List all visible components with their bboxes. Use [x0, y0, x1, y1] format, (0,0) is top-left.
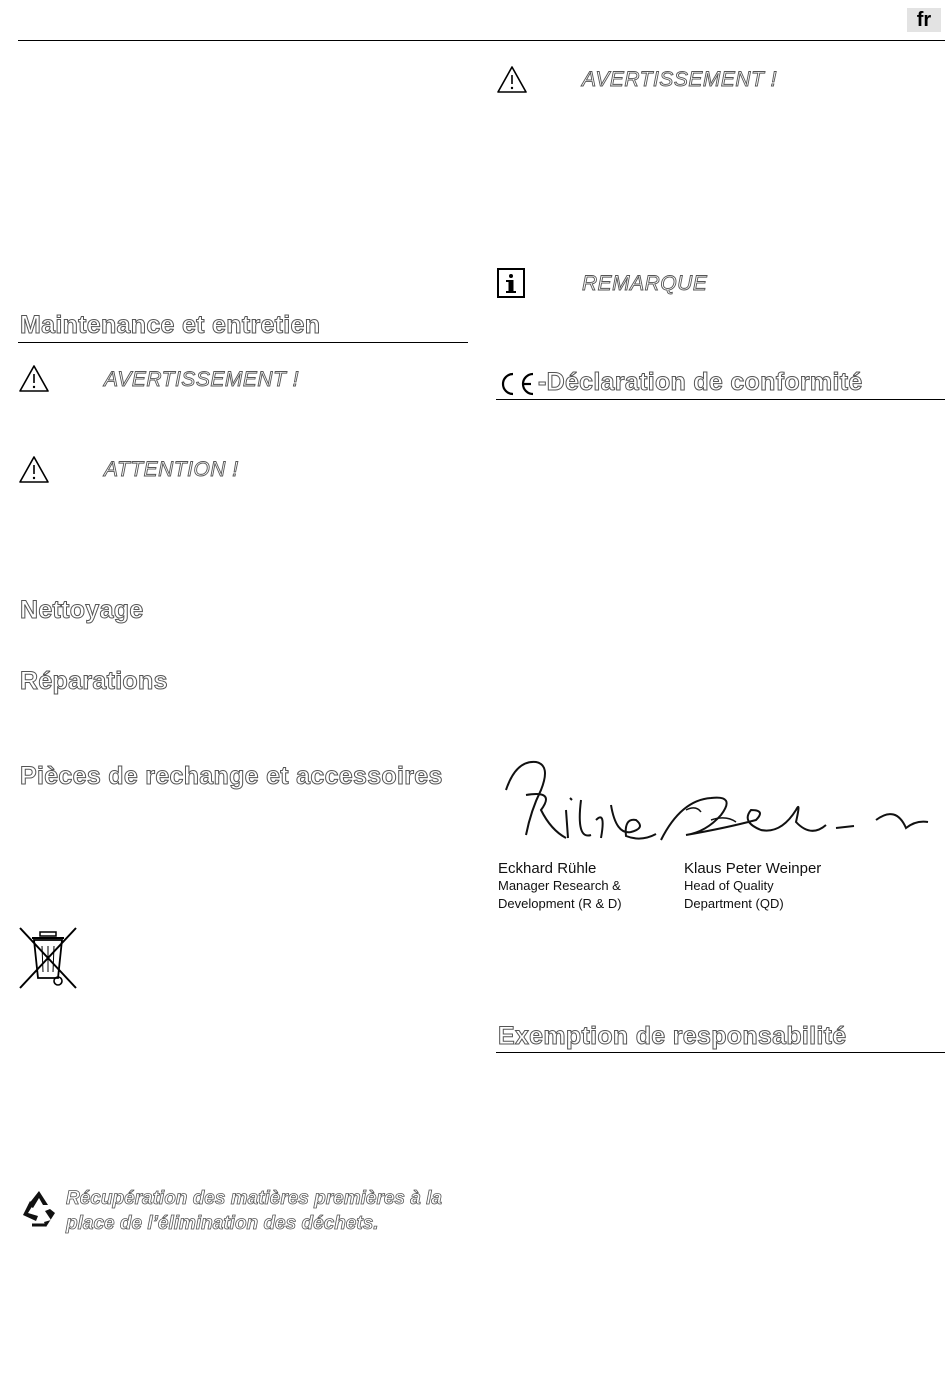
caution-label: ATTENTION !	[104, 458, 239, 481]
disclaimer-heading-rule	[496, 1052, 945, 1053]
recycle-icon	[18, 1187, 60, 1229]
ce-mark-icon	[497, 371, 537, 397]
signatures	[496, 750, 936, 860]
signatory-1-role-line-2: Development (R & D)	[498, 896, 622, 911]
signatory-1-name: Eckhard Rühle	[498, 860, 597, 877]
repairs-heading: Réparations	[20, 667, 168, 695]
note-label: REMARQUE	[582, 272, 708, 295]
warning-label: AVERTISSEMENT !	[104, 368, 299, 391]
signatory-1	[498, 860, 622, 913]
recycle-note-line-1: Récupération des matières premières à la	[66, 1188, 442, 1209]
maintenance-heading-rule	[18, 342, 468, 343]
recycle-note	[66, 1186, 476, 1236]
signatory-2-role-line-1: Head of Quality	[684, 878, 774, 893]
maintenance-heading: Maintenance et entretien	[20, 311, 321, 339]
signatory-2-name: Klaus Peter Weinper	[684, 860, 822, 877]
disclaimer-heading: Exemption de responsabilité	[498, 1022, 847, 1050]
warning-triangle-icon	[18, 364, 50, 394]
cleaning-heading: Nettoyage	[20, 596, 144, 624]
warning-triangle-icon	[18, 455, 50, 485]
warning-triangle-icon	[496, 65, 528, 95]
info-icon	[497, 268, 525, 298]
warning-label: AVERTISSEMENT !	[582, 68, 777, 91]
signatory-1-role-line-1: Manager Research &	[498, 878, 621, 893]
conformity-heading: -Déclaration de conformité	[538, 368, 863, 396]
conformity-heading-rule	[496, 399, 945, 400]
recycle-note-line-2: place de l’élimination des déchets.	[66, 1213, 379, 1234]
signatory-2-role-line-2: Department (QD)	[684, 896, 784, 911]
parts-heading: Pièces de rechange et accessoires	[20, 762, 443, 790]
language-badge: fr	[907, 8, 941, 32]
header-rule	[18, 40, 945, 41]
signatory-2	[684, 860, 821, 913]
crossed-bin-icon	[18, 926, 80, 990]
